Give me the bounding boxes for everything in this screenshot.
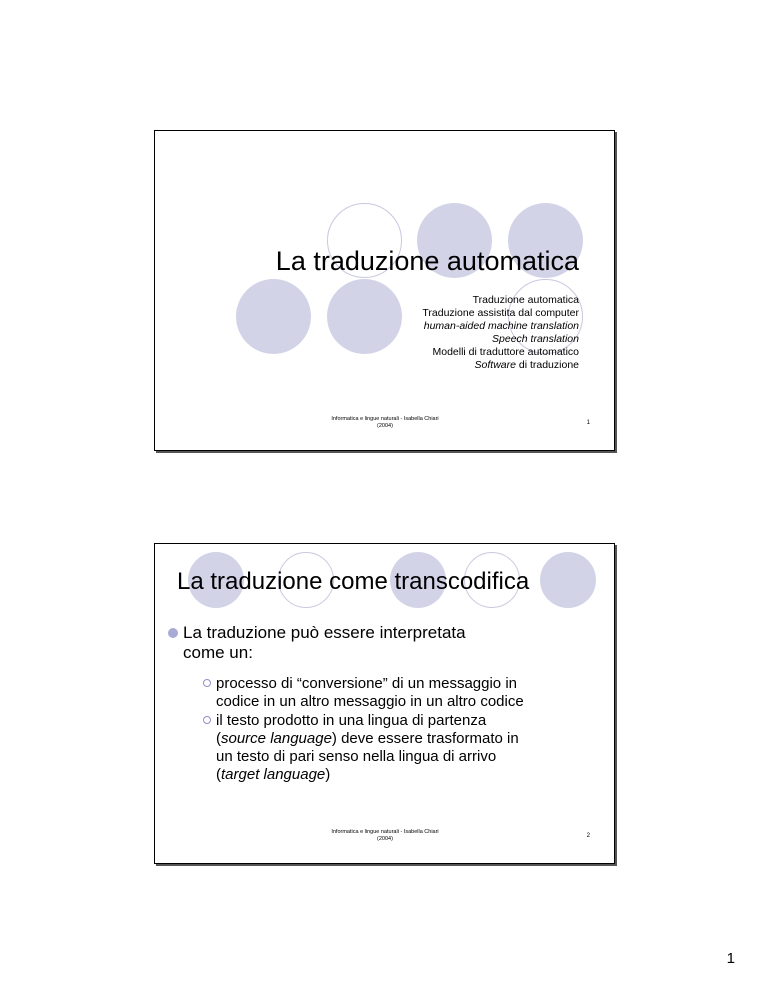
sub-bullet-text: processo di “conversione” di un messaggio in <box>216 675 517 692</box>
paren: ) <box>325 766 331 783</box>
subtitle-item: Traduzione automatica <box>472 294 579 306</box>
subtitle-item: Modelli di traduttore automatico <box>432 346 579 358</box>
sub-bullet-text <box>216 730 586 748</box>
footer-year: (2004) <box>377 423 393 429</box>
bullet-main <box>183 623 583 663</box>
footer-year: (2004) <box>377 836 393 842</box>
bullet-ring-icon <box>203 679 211 687</box>
subtitle-item: Speech translation <box>492 333 579 345</box>
sub-bullet-text: codice in un altro messaggio in un altro codice <box>216 693 524 710</box>
footer-author: Informatica e lingue naturali - Isabella Chiari <box>331 829 439 835</box>
slide-footer <box>305 416 465 430</box>
page-number: 1 <box>726 950 735 967</box>
slide-number: 1 <box>586 420 590 426</box>
slide-2 <box>154 543 615 864</box>
subtitle-item: Traduzione assistita dal computer <box>422 307 579 319</box>
slide-title: La traduzione automatica <box>275 246 579 276</box>
paren: ( <box>216 766 221 783</box>
sub-bullet-text <box>216 766 586 784</box>
subtitle-list <box>422 294 579 372</box>
sub-bullet <box>216 675 586 711</box>
decor-circle <box>540 552 596 608</box>
software-word: Software <box>474 359 516 371</box>
sub-bullet-text: un testo di pari senso nella lingua di arrivo <box>216 748 497 765</box>
subtitle-item: human-aided machine translation <box>423 320 579 332</box>
decor-circle <box>327 279 402 354</box>
bullet-text: come un: <box>183 643 253 662</box>
slide-number: 2 <box>586 833 590 839</box>
paren: ( <box>216 730 221 747</box>
sub-bullet-text: il testo prodotto in una lingua di partenza <box>216 712 487 729</box>
footer-author: Informatica e lingue naturali - Isabella Chiari <box>331 416 439 422</box>
subtitle-rest: di traduzione <box>515 359 579 371</box>
slide-1 <box>154 130 615 451</box>
source-language-term: source language <box>221 730 332 747</box>
sub-bullet-text-rest: ) deve essere trasformato in <box>331 730 519 747</box>
sub-bullet <box>216 712 586 784</box>
slide-title: La traduzione come transcodifica <box>177 568 530 595</box>
bullet-dot-icon <box>168 628 178 638</box>
bullet-ring-icon <box>203 716 211 724</box>
decor-circle <box>236 279 311 354</box>
subtitle-item <box>422 359 579 372</box>
target-language-term: target language <box>221 766 326 783</box>
bullet-text: La traduzione può essere interpretata <box>183 623 466 642</box>
slide-footer <box>305 829 465 843</box>
